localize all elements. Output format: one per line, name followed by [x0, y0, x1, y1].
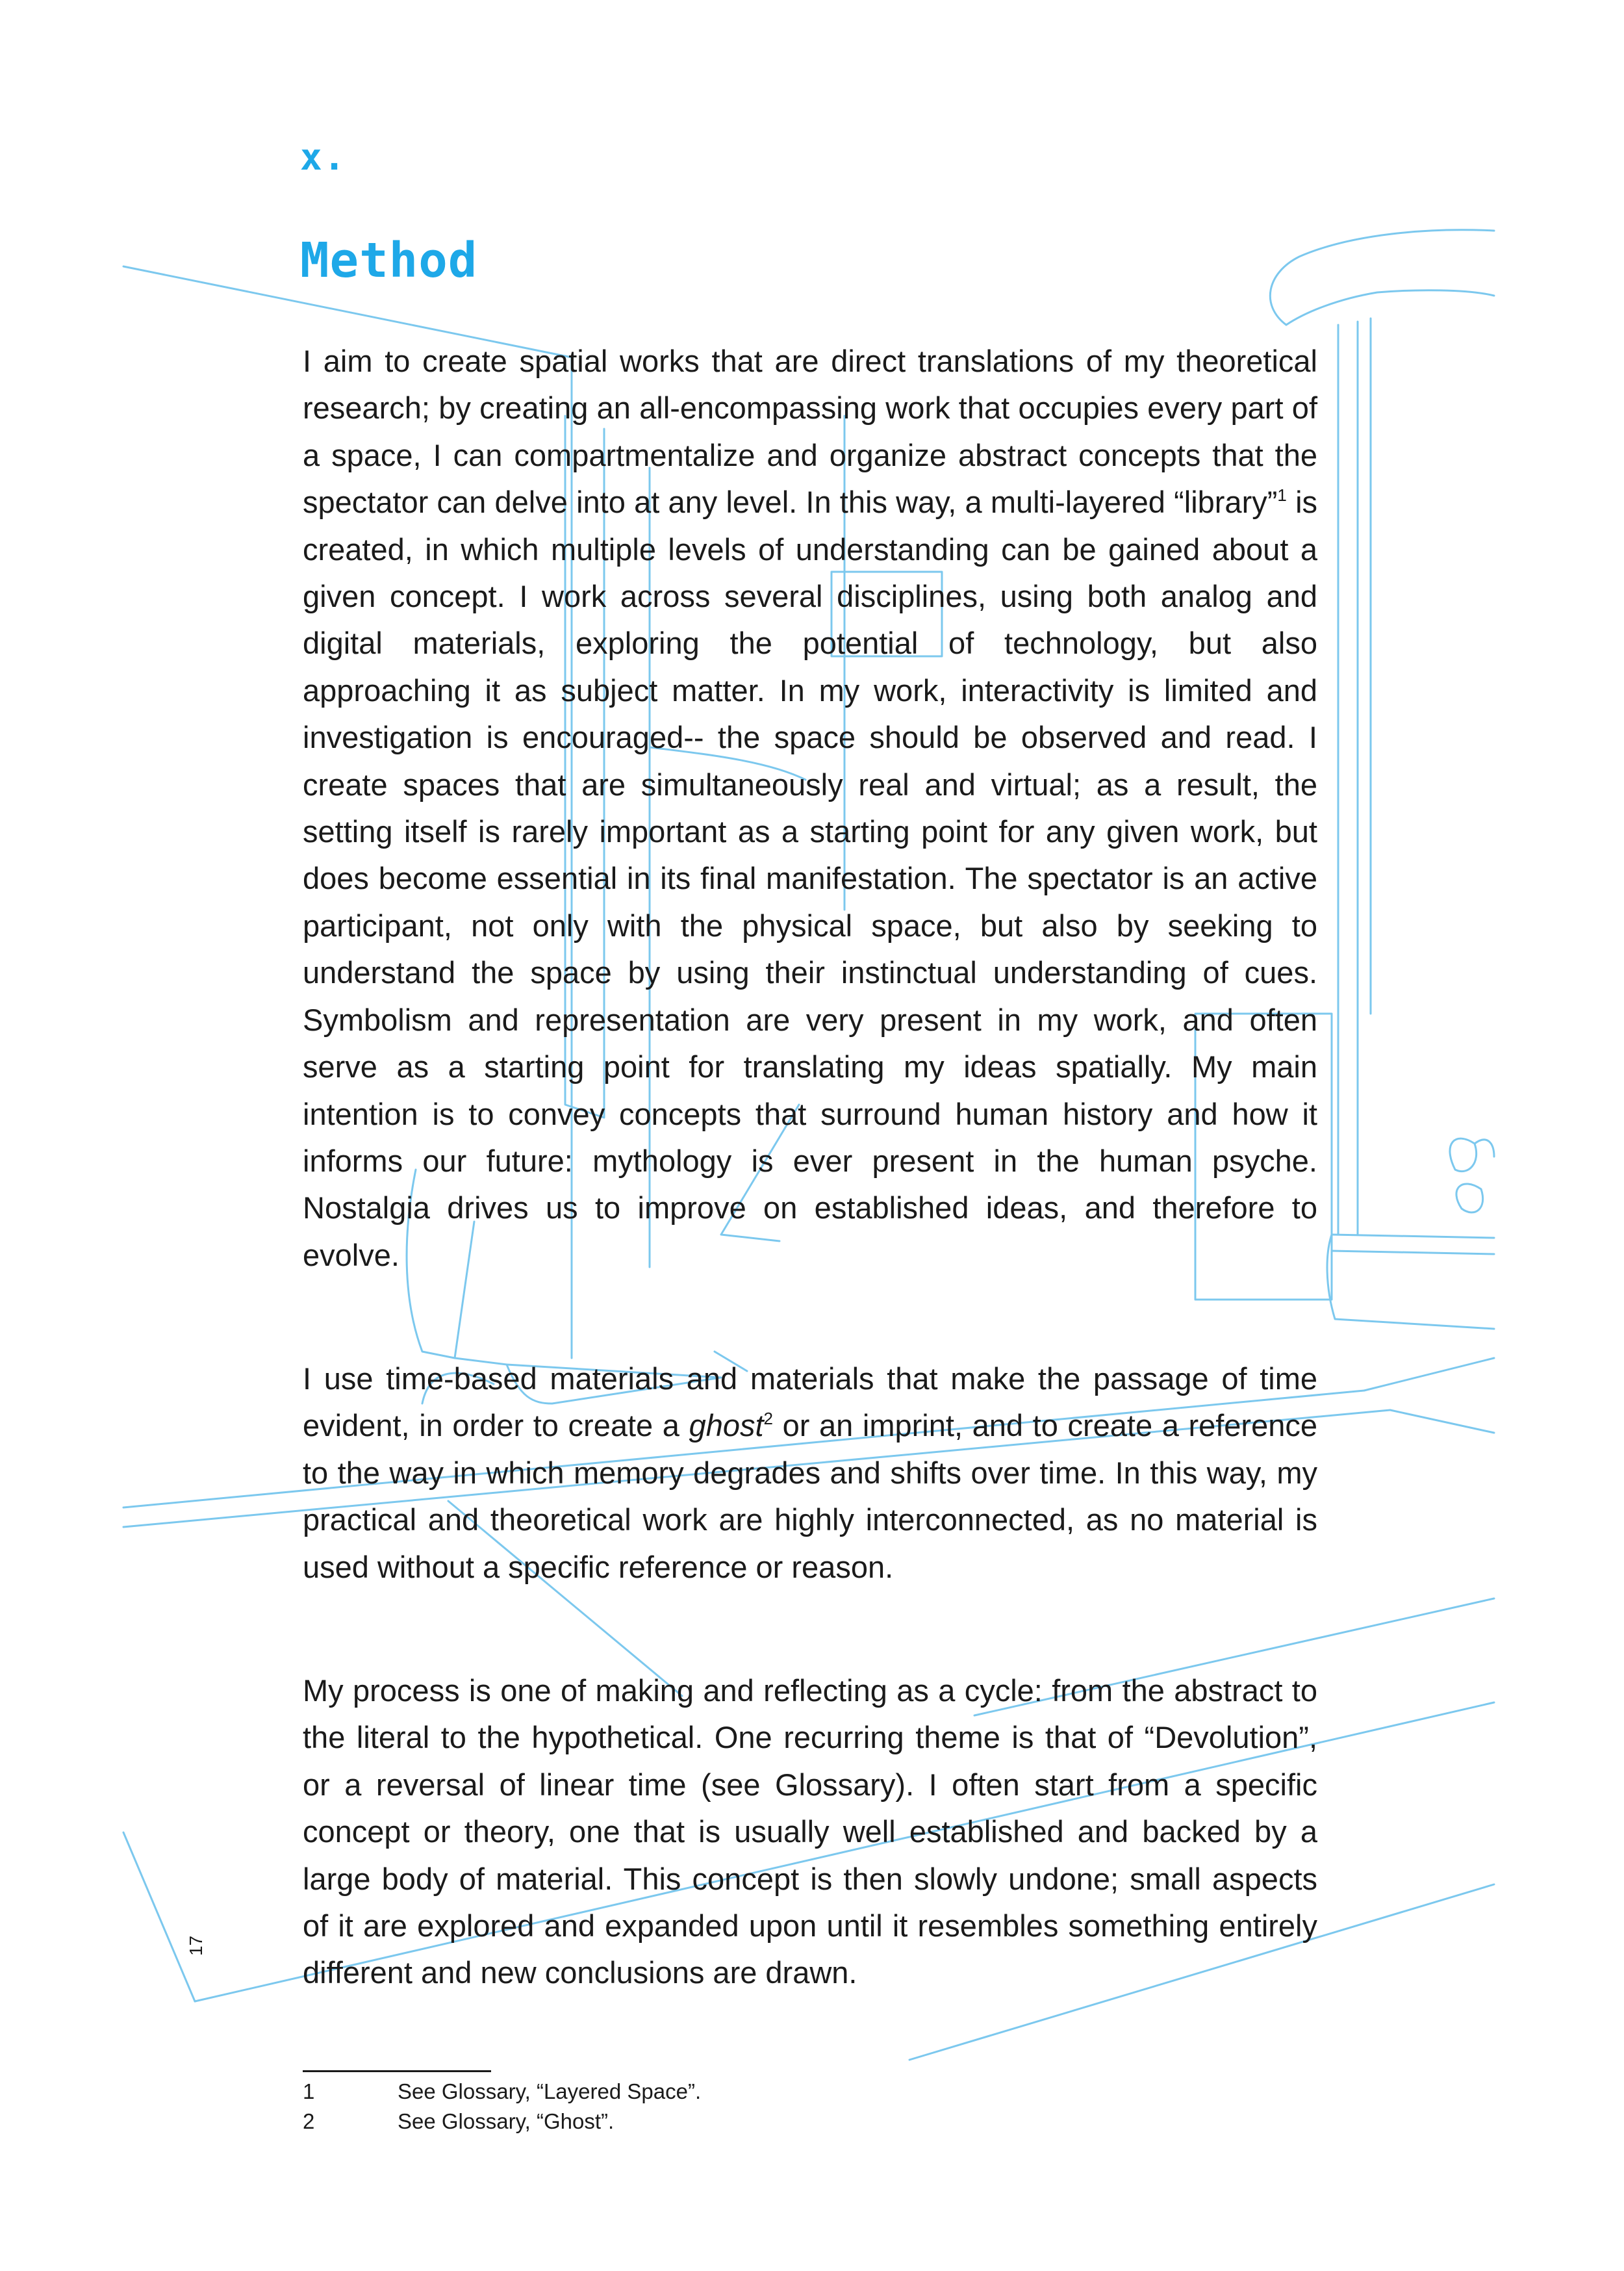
footnote-ref-2[interactable]: 2 — [763, 1408, 774, 1428]
paragraph-1 — [303, 338, 1317, 1279]
paragraph-1-text-a: I aim to create spatial works that are direct translations of my theoretical research; by creating an all-encompassing work that occupies every part of a space, I can compartmentalize and organize abstract concepts that the spectator can delve into at any level. In this way, a multi-layered “library” — [303, 344, 1317, 520]
footnote-number: 1 — [303, 2079, 315, 2103]
ghost-term: ghost — [689, 1408, 764, 1443]
paragraph-2-text-a: I use time-based materials and materials that make the passage of time evident, in order to create a — [303, 1361, 1317, 1443]
section-heading: Method — [300, 233, 478, 289]
chapter-label: x. — [300, 136, 347, 179]
paragraph-2-text-b: or an imprint, and to create a reference to the way in which memory degrades and shifts over time. In this way, my practical and theoretical work are highly interconnected, as no material is used without a specific reference or reason. — [303, 1408, 1317, 1584]
page-number: 17 — [186, 1935, 206, 1956]
footnotes — [303, 2077, 701, 2136]
footnote-divider — [303, 2070, 491, 2072]
footnote-item — [303, 2077, 701, 2107]
footnote-text: See Glossary, “Layered Space”. — [398, 2079, 702, 2103]
footnote-text: See Glossary, “Ghost”. — [398, 2109, 615, 2133]
paragraph-2 — [303, 1355, 1317, 1591]
paragraph-3: My process is one of making and reflecting as a cycle: from the abstract to the literal to the hypothetical. One recurring theme is that of “Devolution”, or a reversal of linear time (see Glossary). I often start from a specific concept or theory, one that is usually well established and backed by a large body of material. This concept is then slowly undone; small aspects of it are explored and expanded upon until it resembles something entirely different and new conclusions are drawn. — [303, 1673, 1317, 1990]
footnote-ref-1[interactable]: 1 — [1277, 485, 1287, 505]
paragraph-1-text-b: is created, in which multiple levels of understanding can be gained about a given concept. I work across several disciplines, using both analog and digital materials, exploring the potential of technology, but also approaching it as subject matter. In my work, interactivity is limited and investigation is encouraged-- the space should be observed and read. I create spaces that are simultaneously real and virtual; as a result, the setting itself is rarely important as a starting point for any given work, but does become essential in its final manifestation. The spectator is an active participant, not only with the physical space, but also by seeking to understand the space by using their instinctual understanding of cues. Symbolism and representation are very present in my work, and often serve as a starting point for translating my ideas spatially. My main intention is to convey concepts that surround human history and how it informs our future: mythology is ever present in the human psyche. Nostalgia drives us to improve on established ideas, and therefore to evolve. — [303, 485, 1318, 1272]
footnote-item — [303, 2107, 701, 2136]
footnote-number: 2 — [303, 2109, 315, 2133]
